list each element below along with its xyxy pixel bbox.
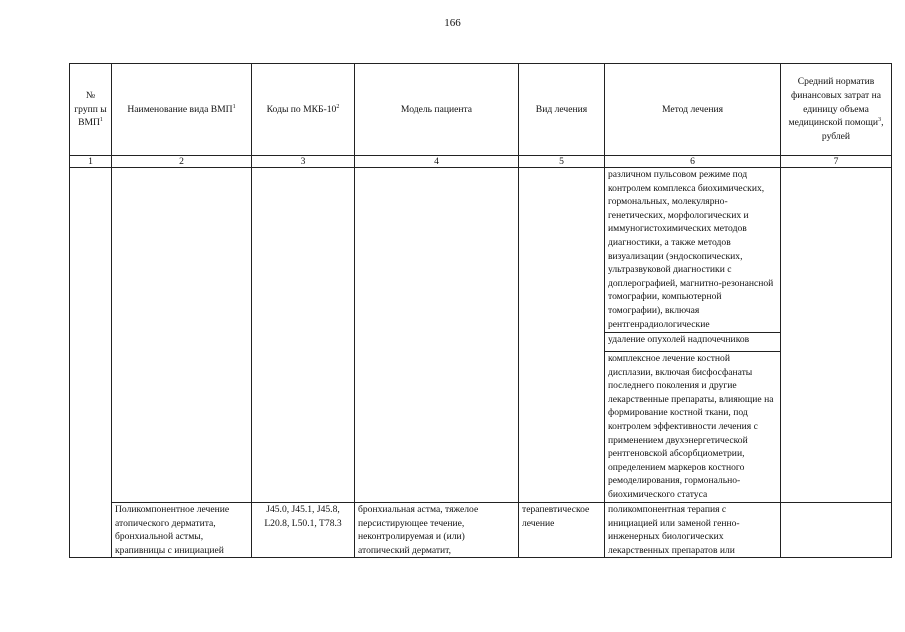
header-vmp-name: Наименование вида ВМП$^1$ <box>112 64 252 156</box>
group-number-cell <box>70 168 112 558</box>
header-treatment-type: Вид лечения <box>519 64 605 156</box>
header-group-number: № групп ы ВМП$^1$ <box>70 64 112 156</box>
column-number: 6 <box>605 156 781 168</box>
header-patient-model: Модель пациента <box>355 64 519 156</box>
header-icd-codes: Коды по МКБ-$10^2$ <box>252 64 355 156</box>
treatment-method-cell: комплексное лечение костной дисплазии, включая бисфосфанаты последнего поколения и другие лекарственные препараты, влияющие на формирование костной ткани, под контролем эффективности лечения с применением двухэнергетической рентгеновской абсорбциометрии, определением маркеров костного ремоделирования, гормонально-биохимического статуса <box>605 352 781 503</box>
table-row <box>70 503 892 558</box>
column-number: 5 <box>519 156 605 168</box>
treatment-type-cell: терапевтическое лечение <box>519 503 605 558</box>
column-number: 1 <box>70 156 112 168</box>
header-cost-standard: Средний норматив финансовых затрат на единицу объема медицинской помощи$^3$, рублей <box>781 64 892 156</box>
page-number: 166 <box>444 17 461 29</box>
icd-codes-cell <box>252 168 355 503</box>
column-number: 3 <box>252 156 355 168</box>
cost-standard-cell <box>781 168 892 503</box>
treatment-type-cell <box>519 168 605 503</box>
column-number-row <box>70 156 892 168</box>
column-number: 4 <box>355 156 519 168</box>
vmp-name-cell: Поликомпонентное лечение атопического дерматита, бронхиальной астмы, крапивницы с инициацией <box>112 503 252 558</box>
table-row <box>70 168 892 333</box>
patient-model-cell <box>355 168 519 503</box>
vmp-name-cell <box>112 168 252 503</box>
vmp-table <box>69 63 892 558</box>
header-row <box>70 64 892 156</box>
patient-model-cell: бронхиальная астма, тяжелое персистирующее течение, неконтролируемая и (или) атопический дерматит, <box>355 503 519 558</box>
treatment-method-cell: различном пульсовом режиме под контролем комплекса биохимических, гормональных, молекулярно-генетических, морфологических и иммуногистохимических методов диагностики, а также методов визуализации (эндоскопических, ультразвуковой диагностики с доплерографией, магнитно-резонансной томографии, компьютерной томографии), включая рентгенрадиологические <box>605 168 781 333</box>
header-treatment-method: Метод лечения <box>605 64 781 156</box>
column-number: 2 <box>112 156 252 168</box>
treatment-method-cell: поликомпонентная терапия с инициацией или заменой генно-инженерных биологических лекарственных препаратов или <box>605 503 781 558</box>
icd-codes-cell: J45.0, J45.1, J45.8, L20.8, L50.1, T78.3 <box>252 503 355 558</box>
cost-standard-cell <box>781 503 892 558</box>
treatment-method-cell: удаление опухолей надпочечников <box>605 333 781 352</box>
column-number: 7 <box>781 156 892 168</box>
